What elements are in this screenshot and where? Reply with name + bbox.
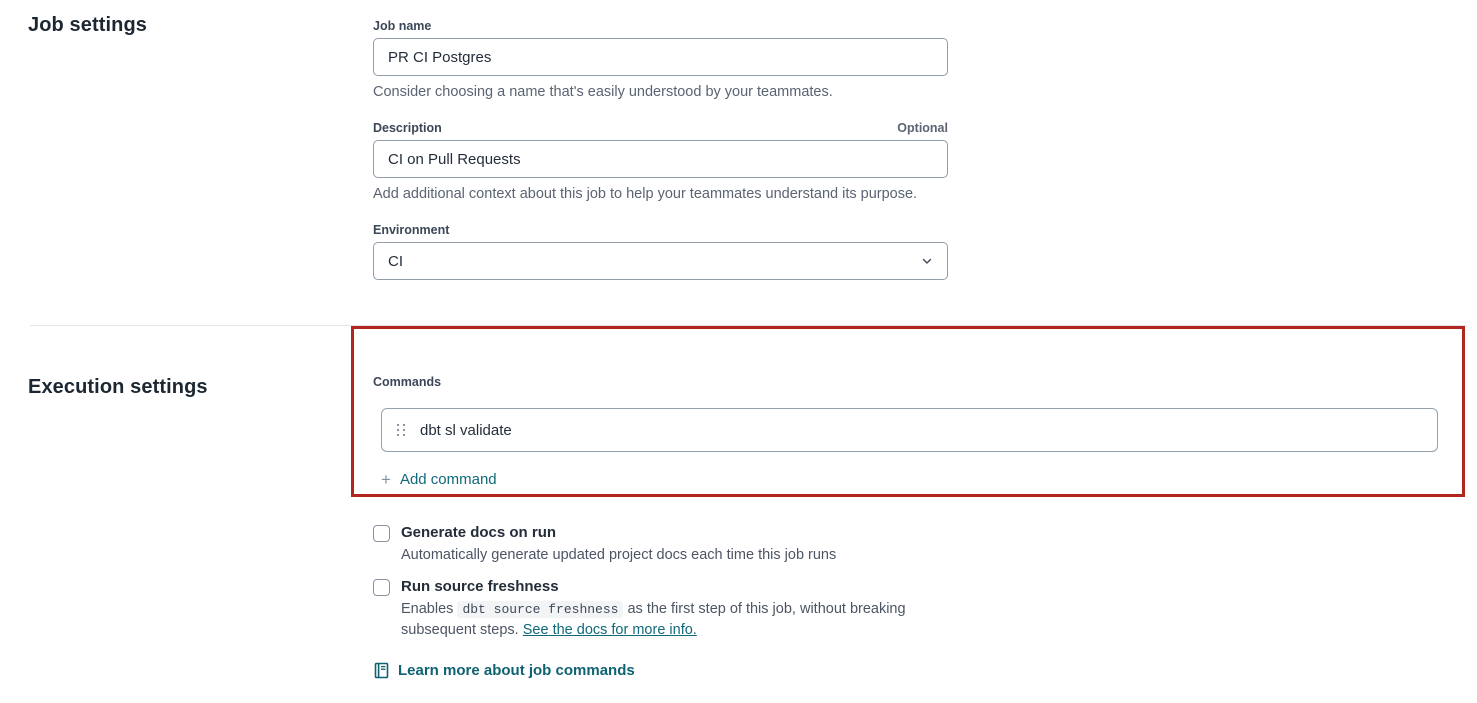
- source-freshness-row: [373, 578, 958, 640]
- section-divider: [30, 325, 1467, 326]
- environment-field: [373, 223, 948, 280]
- chevron-down-icon: [921, 255, 933, 267]
- source-freshness-label: Run source freshness: [401, 578, 559, 595]
- job-name-label: Job name: [373, 19, 432, 33]
- job-name-input[interactable]: [373, 38, 948, 76]
- optional-tag: Optional: [897, 121, 948, 135]
- book-icon: [374, 662, 389, 679]
- command-row: [381, 408, 1438, 452]
- add-command-button[interactable]: [381, 471, 497, 488]
- learn-more-label: Learn more about job commands: [398, 662, 635, 679]
- source-freshness-description: [401, 599, 941, 640]
- job-name-field: [373, 19, 948, 101]
- job-name-helper: Consider choosing a name that's easily understood by your teammates.: [373, 84, 833, 100]
- description-field: [373, 121, 948, 203]
- freshness-code-chip: dbt source freshness: [457, 601, 623, 618]
- job-settings-form: [373, 19, 948, 300]
- generate-docs-checkbox[interactable]: [373, 525, 390, 542]
- freshness-desc-prefix: Enables: [401, 601, 458, 617]
- generate-docs-label: Generate docs on run: [401, 524, 557, 541]
- environment-select[interactable]: [373, 242, 948, 280]
- generate-docs-row: [373, 524, 958, 565]
- job-settings-heading: Job settings: [28, 14, 147, 36]
- freshness-desc-suffix: as the first step of this job, without breaking subsequent steps.: [401, 601, 906, 638]
- plus-icon: +: [381, 470, 391, 489]
- description-helper: Add additional context about this job to help your teammates understand its purpose.: [373, 186, 918, 202]
- environment-selected-value: CI: [388, 252, 403, 270]
- drag-handle-icon[interactable]: [394, 422, 408, 438]
- description-label: Description: [373, 121, 442, 135]
- see-docs-link[interactable]: See the docs for more info.: [522, 622, 697, 638]
- environment-label: Environment: [373, 223, 450, 237]
- command-input[interactable]: dbt sl validate: [420, 421, 512, 439]
- generate-docs-description: Automatically generate updated project docs each time this job runs: [401, 547, 837, 563]
- source-freshness-checkbox[interactable]: [373, 579, 390, 596]
- add-command-label: Add command: [399, 471, 497, 488]
- commands-label: Commands: [373, 375, 442, 389]
- learn-more-link[interactable]: [374, 662, 635, 679]
- description-input[interactable]: [373, 140, 948, 178]
- execution-settings-heading: Execution settings: [28, 376, 208, 398]
